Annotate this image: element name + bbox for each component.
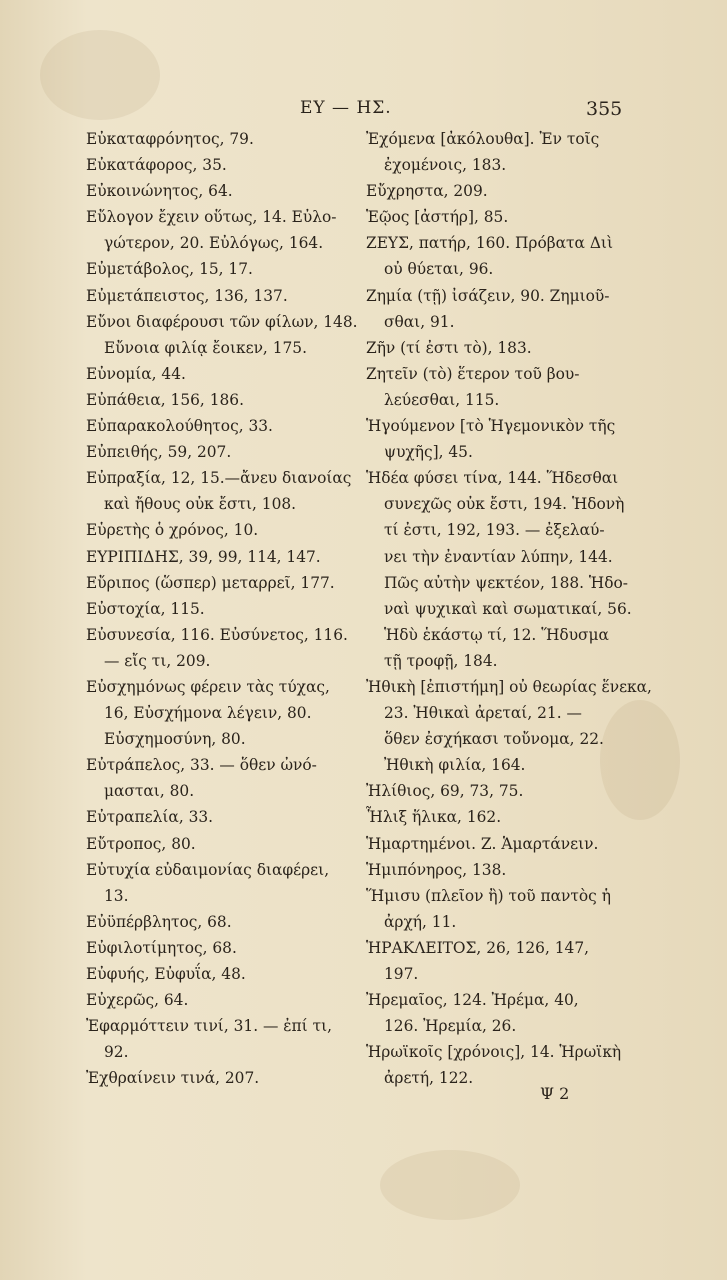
index-entry <box>366 987 646 1039</box>
entry-headword-line: Εὐνομία, 44. <box>86 364 186 383</box>
index-entry <box>366 465 646 674</box>
index-entry <box>366 283 646 335</box>
index-entry <box>366 883 646 935</box>
index-entry <box>86 987 364 1013</box>
index-entry <box>366 178 646 204</box>
entry-headword-line: Ἠλίθιος, 69, 73, 75. <box>366 782 524 801</box>
index-entry <box>366 361 646 413</box>
entry-headword-line: Εὐκοινώνητος, 64. <box>86 182 233 201</box>
entry-headword-line: Εὐκαταφρόνητος, 79. <box>86 130 254 148</box>
entry-continuation-line: Πῶς αὐτὴν ψεκτέον, 188. Ἡδο- <box>384 573 628 592</box>
entry-continuation-line: — εἴς τι, 209. <box>104 651 211 670</box>
entry-headword-line: ΖΕΥΣ, πατήρ, 160. Πρόβατα Διὶ <box>366 234 614 253</box>
entry-continuation-line: ὅθεν ἐσχήκασι τοὔνομα, 22. <box>384 730 604 749</box>
entry-headword-line: Ἡγούμενον [τὸ Ἡγεμονικὸν τῆς <box>366 417 616 436</box>
entry-headword-line: Εὐπαρακολούθητος, 33. <box>86 417 273 436</box>
entry-headword-line: Ζῆν (τί ἐστι τὸ), 183. <box>366 338 532 357</box>
index-entry <box>366 413 646 465</box>
entry-headword-line: Εὔτροπος, 80. <box>86 834 196 853</box>
entry-headword-line: ἩΡΑΚΛΕΙΤΟΣ, 26, 126, 147, <box>366 938 590 957</box>
entry-headword-line: Εὔριπος (ὥσπερ) μεταρρεῖ, 177. <box>86 573 335 592</box>
entry-headword-line: Ζητεῖν (τὸ) ἕτερον τοῦ βου- <box>366 364 580 383</box>
index-entry <box>366 335 646 361</box>
index-entry <box>86 361 364 387</box>
entry-continuation-line: 23. Ἠθικαὶ ἀρεταί, 21. — <box>384 704 582 723</box>
index-entry <box>366 230 646 282</box>
entry-headword-line: Εὐτράπελος, 33. — ὅθεν ὠνό- <box>86 756 317 775</box>
entry-headword-line: Ἠθικὴ [ἐπιστήμη] οὐ θεωρίας ἕνεκα, <box>366 677 652 696</box>
index-entry <box>86 517 364 543</box>
entry-headword-line: Ἥμισυ (πλεῖον ἢ) τοῦ παντὸς ἡ <box>366 886 611 905</box>
entry-continuation-line: 126. Ἠρεμία, 26. <box>384 1017 517 1036</box>
entry-headword-line: Εὐϋπέρβλητος, 68. <box>86 912 232 931</box>
index-entry <box>366 857 646 883</box>
entry-headword-line: Ἐφαρμόττειν τινί, 31. — ἐπί τι, <box>86 1017 333 1036</box>
entry-continuation-line: μασται, 80. <box>104 782 195 801</box>
index-entry <box>366 1039 646 1091</box>
entry-headword-line: Εὐτραπελία, 33. <box>86 808 214 827</box>
entry-headword-line: Ἡμαρτημένοι. Ζ. Ἁμαρτάνειν. <box>366 834 599 853</box>
entry-continuation-line: γώτερον, 20. Εὐλόγως, 164. <box>104 234 324 253</box>
index-entry <box>86 961 364 987</box>
entry-continuation-line: Ἡδὺ ἑκάστῳ τί, 12. Ἥδυσμα <box>384 625 609 644</box>
index-entry <box>86 465 364 517</box>
paper-stain <box>380 1150 520 1220</box>
entry-headword-line: Εὔνοι διαφέρουσι τῶν φίλων, 148. <box>86 312 358 331</box>
entry-headword-line: Ἠρεμαῖος, 124. Ἠρέμα, 40, <box>366 991 579 1010</box>
entry-continuation-line: συνεχῶς οὐκ ἔστι, 194. Ἡδονὴ <box>384 495 625 514</box>
entry-continuation-line: σθαι, 91. <box>384 312 455 331</box>
entry-headword-line: Εὔχρηστα, 209. <box>366 182 488 201</box>
entry-continuation-line: ἀρετή, 122. <box>384 1069 474 1088</box>
index-entry <box>86 622 364 674</box>
entry-continuation-line: νει τὴν ἐναντίαν λύπην, 144. <box>384 547 613 566</box>
entry-continuation-line: 92. <box>104 1043 129 1062</box>
entry-headword-line: Εὐκατάφορος, 35. <box>86 156 227 175</box>
index-entry <box>86 1013 364 1065</box>
entry-headword-line: Εὐμετάβολος, 15, 17. <box>86 260 253 279</box>
running-head: ΕΥ — ΗΣ. <box>300 98 392 118</box>
entry-headword-line: Εὐσχημόνως φέρειν τὰς τύχας, <box>86 677 330 696</box>
entry-continuation-line: ἀρχή, 11. <box>384 912 457 931</box>
index-entry <box>86 804 364 830</box>
signature-mark: Ψ 2 <box>540 1084 570 1103</box>
entry-headword-line: Ἧλιξ ἥλικα, 162. <box>366 808 502 827</box>
index-entry <box>86 256 364 282</box>
entry-headword-line: Εὐσυνεσία, 116. Εὐσύνετος, 116. <box>86 625 348 644</box>
index-entry <box>366 778 646 804</box>
entry-continuation-line: Ἠθικὴ φιλία, 164. <box>384 756 526 775</box>
entry-headword-line: Εὐπάθεια, 156, 186. <box>86 390 244 409</box>
entry-headword-line: Εὐχερῶς, 64. <box>86 991 189 1010</box>
index-entry <box>86 674 364 752</box>
entry-continuation-line: ναὶ ψυχικαὶ καὶ σωματικαί, 56. <box>384 599 632 618</box>
index-entry <box>366 204 646 230</box>
index-entry <box>86 544 364 570</box>
index-column-left <box>86 126 364 1091</box>
page-header <box>0 98 727 122</box>
index-entry <box>86 831 364 857</box>
entry-headword-line: Εὑρετὴς ὁ χρόνος, 10. <box>86 521 259 540</box>
index-entry <box>86 596 364 622</box>
entry-headword-line: Ἐχθραίνειν τινά, 207. <box>86 1069 260 1088</box>
index-entry <box>86 439 364 465</box>
entry-headword-line: Ζημία (τῇ) ἰσάζειν, 90. Ζημιοῦ- <box>366 286 610 305</box>
entry-headword-line: Εὐστοχία, 115. <box>86 599 205 618</box>
entry-continuation-line: 197. <box>384 965 419 983</box>
page-number: 355 <box>586 98 623 120</box>
index-entry <box>86 752 364 804</box>
index-entry <box>86 178 364 204</box>
index-entry <box>86 126 364 152</box>
index-entry <box>366 831 646 857</box>
entry-headword-line: Ἑῷος [ἀστήρ], 85. <box>366 208 509 227</box>
entry-continuation-line: τί ἐστι, 192, 193. — ἐξελαύ- <box>384 521 605 540</box>
entry-headword-line: Εὐφυής, Εὐφυΐα, 48. <box>86 965 246 983</box>
index-entry <box>86 909 364 935</box>
entry-headword-line: Εὐμετάπειστος, 136, 137. <box>86 286 288 305</box>
index-entry <box>366 674 652 778</box>
entry-continuation-line: τῇ τροφῇ, 184. <box>384 651 498 670</box>
entry-continuation-line: λεύεσθαι, 115. <box>384 390 500 409</box>
entry-headword-line: Ἐχόμενα [ἀκόλουθα]. Ἐν τοῖς <box>366 130 600 148</box>
index-column-right <box>366 126 652 1091</box>
entry-headword-line: Ἡδέα φύσει τίνα, 144. Ἥδεσθαι <box>366 469 619 488</box>
index-entry <box>86 570 364 596</box>
entry-headword-line: Εὐπειθής, 59, 207. <box>86 443 232 462</box>
entry-continuation-line: Εὐσχημοσύνη, 80. <box>104 730 246 749</box>
index-entry <box>86 387 364 413</box>
index-entry <box>86 1065 364 1091</box>
index-entry <box>86 309 364 361</box>
entry-continuation-line: ψυχῆς], 45. <box>384 443 473 462</box>
index-entry <box>86 857 364 909</box>
entry-headword-line: Εὐτυχία εὐδαιμονίας διαφέρει, <box>86 860 330 879</box>
index-entry <box>366 126 646 178</box>
entry-headword-line: Εὔλογον ἔχειν οὕτως, 14. Εὐλο- <box>86 208 337 227</box>
entry-headword-line: Εὐπραξία, 12, 15.—ἄνευ διανοίας <box>86 469 352 488</box>
index-entry <box>366 935 646 987</box>
entry-continuation-line: Εὔνοια φιλίᾳ ἔοικεν, 175. <box>104 338 307 357</box>
entry-headword-line: Ἡρωϊκοῖς [χρόνοις], 14. Ἡρωϊκὴ <box>366 1043 622 1062</box>
index-entry <box>366 804 646 830</box>
entry-continuation-line: οὐ θύεται, 96. <box>384 260 494 279</box>
entry-continuation-line: καὶ ἤθους οὐκ ἔστι, 108. <box>104 495 297 514</box>
entry-continuation-line: ἐχομένοις, 183. <box>384 156 507 175</box>
index-entry <box>86 204 364 256</box>
index-entry <box>86 935 364 961</box>
index-entry <box>86 152 364 178</box>
index-entry <box>86 283 364 309</box>
entry-headword-line: ΕΥΡΙΠΙΔΗΣ, 39, 99, 114, 147. <box>86 547 321 566</box>
entry-continuation-line: 16, Εὐσχήμονα λέγειν, 80. <box>104 704 312 723</box>
entry-headword-line: Εὐφιλοτίμητος, 68. <box>86 938 237 957</box>
index-entry <box>86 413 364 439</box>
entry-headword-line: Ἡμιπόνηρος, 138. <box>366 860 507 879</box>
entry-continuation-line: 13. <box>104 886 129 905</box>
